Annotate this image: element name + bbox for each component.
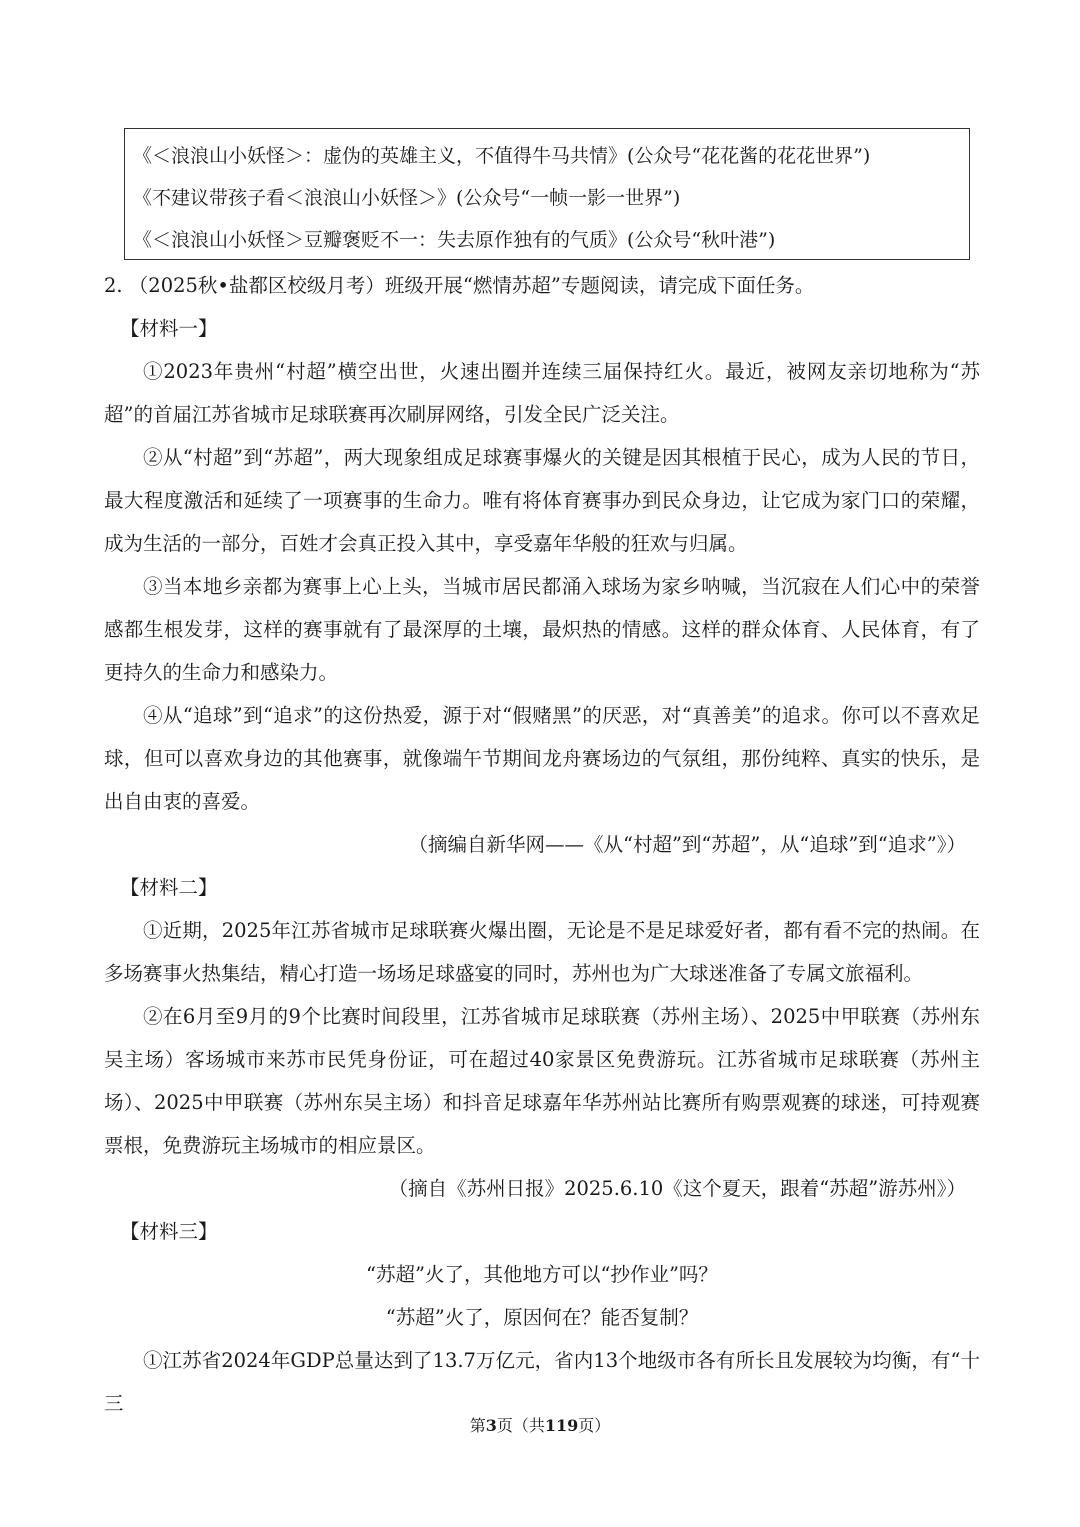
reference-item: 《＜浪浪山小妖怪＞豆瓣褒贬不一：失去原作独有的气质》(公众号“秋叶港”)	[133, 229, 776, 251]
material-three-title: “苏超”火了，其他地方可以“抄作业”吗？	[366, 1263, 718, 1286]
material-one-paragraph: ④从“追球”到“追求”的这份热爱，源于对“假赌黑”的厌恶，对“真善美”的追求。你可以不喜欢足球，但可以喜欢身边的其他赛事，就像端午节期间龙舟赛场边的气氛组，那份纯粹、真实的快乐，是出自由衷的喜爱。	[104, 704, 980, 813]
reference-box	[124, 128, 970, 260]
material-one-paragraph: ①2023年贵州“村超”横空出世，火速出圈并连续三届保持红火。最近，被网友亲切地称为“苏超”的首届江苏省城市足球联赛再次刷屏网络，引发全民广泛关注。	[104, 360, 980, 426]
material-two-paragraph: ①近期，2025年江苏省城市足球联赛火爆出圈，无论是不是足球爱好者，都有看不完的热闹。在多场赛事火热集结，精心打造一场场足球盛宴的同时，苏州也为广大球迷准备了专属文旅福利。	[104, 919, 980, 985]
footer-prefix: 第	[469, 1416, 486, 1435]
reference-item: 《不建议带孩子看＜浪浪山小妖怪＞》(公众号“一帧一影一世界”)	[133, 187, 681, 209]
material-two-source: （摘自《苏州日报》2025.6.10《这个夏天，跟着“苏超”游苏州》）	[388, 1177, 966, 1200]
footer-total-pages: 119	[544, 1416, 579, 1435]
material-three-paragraph: ①江苏省2024年GDP总量达到了13.7万亿元，省内13个地级市各有所长且发展较为均衡，有“十三	[104, 1349, 980, 1415]
footer-page-number: 3	[485, 1416, 497, 1435]
material-one-paragraph: ③当本地乡亲都为赛事上心上头，当城市居民都涌入球场为家乡呐喊，当沉寂在人们心中的荣誉感都生根发芽，这样的赛事就有了最深厚的土壤，最炽热的情感。这样的群众体育、人民体育，有了更持久的生命力和感染力。	[104, 575, 980, 684]
reference-item: 《＜浪浪山小妖怪＞：虚伪的英雄主义，不值得牛马共情》(公众号“花花酱的花花世界”)	[133, 145, 871, 167]
main-content	[104, 264, 980, 1425]
material-one-heading: 【材料一】	[120, 317, 218, 340]
material-two-heading: 【材料二】	[120, 876, 218, 899]
material-two-paragraph: ②在6月至9月的9个比赛时间段里，江苏省城市足球联赛（苏州主场）、2025中甲联赛（苏州东吴主场）客场城市来苏市民凭身份证，可在超过40家景区免费游玩。江苏省城市足球联赛（苏州主场）、2025中甲联赛（苏州东吴主场）和抖音足球嘉年华苏州站比赛所有购票观赛的球迷，可持观赛票根，免费游玩主场城市的相应景区。	[104, 1005, 980, 1157]
material-one-source: （摘编自新华网——《从“村超”到“苏超”，从“追球”到“追求”》）	[408, 833, 966, 856]
material-one-paragraph: ②从“村超”到“苏超”，两大现象组成足球赛事爆火的关键是因其根植于民心，成为人民的节日，最大程度激活和延续了一项赛事的生命力。唯有将体育赛事办到民众身边，让它成为家门口的荣耀，成为生活的一部分，百姓才会真正投入其中，享受嘉年华般的狂欢与归属。	[104, 446, 980, 555]
material-three-heading: 【材料三】	[120, 1220, 218, 1243]
footer-suffix: 页）	[578, 1416, 611, 1435]
question-stem: 2. （2025秋•盐都区校级月考）班级开展“燃情苏超”专题阅读，请完成下面任务。	[104, 274, 815, 297]
footer-middle: 页（共	[496, 1416, 545, 1435]
page-footer	[0, 1414, 1080, 1438]
material-three-subtitle: “苏超”火了，原因何在？能否复制？	[385, 1306, 699, 1329]
